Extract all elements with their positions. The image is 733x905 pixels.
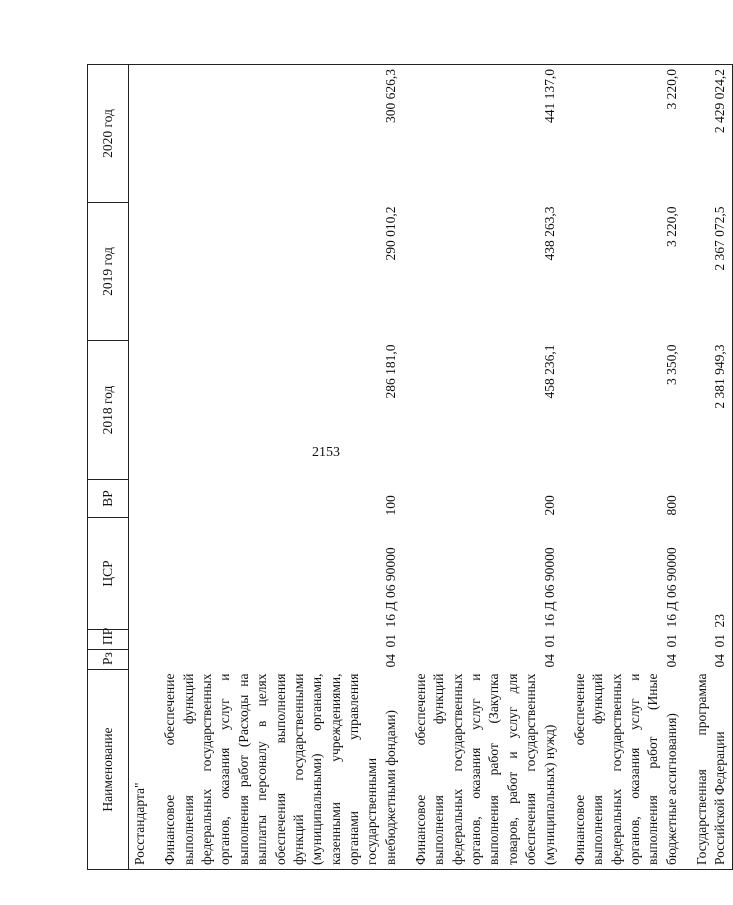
table-row [159,65,402,870]
budget-table [87,64,733,870]
header-vr: ВР [88,480,129,518]
row-name: Росстандарта" [129,670,152,870]
row-rz: 04 [541,654,557,668]
header-pr: ПР [88,630,129,650]
header-2020: 2020 год [88,65,129,203]
row-csr: 16 Д 06 90000 [663,547,679,628]
header-2018: 2018 год [88,341,129,480]
row-2020 [129,65,152,203]
table-row [410,65,561,870]
row-2020: 441 137,0 [410,65,561,203]
header-rz: Рз [88,650,129,670]
row-2018: 458 236,1 [541,344,557,399]
row-csr: 16 Д 06 90000 [382,547,398,628]
row-2019: 438 263,3 [541,206,557,261]
row-name: Государственная программа Российской Федерации [691,670,732,870]
rotated-page-content [87,65,728,870]
row-vr [691,480,732,518]
row-name: Финансовое обеспечение выполнения функций федеральных государственных органов, оказания услуг и выполнения работ (Расходы на выплаты персоналу в целях обеспечения выполнения функций государственными (муниципальными) органами, казенными учреждениями, органами управления государственными внебюджетными фондами) [159,670,402,870]
row-rz: 04 [382,654,398,668]
row-pr: 01 [663,634,679,648]
row-pr [129,630,152,650]
row-2018: 286 181,0 [382,344,398,399]
row-2019: 3 220,0 [663,206,679,247]
row-2020: 2 429 024,2 [691,65,732,203]
row-2020: 300 626,3 [159,65,402,203]
row-2020: 3 220,0 [569,65,683,203]
row-csr [129,518,152,630]
header-csr: ЦСР [88,518,129,630]
row-csr: 16 Д 06 90000 [541,547,557,628]
row-vr: 200 [541,495,557,516]
table-row [691,65,732,870]
row-2019: 290 010,2 [382,206,398,261]
row-vr [129,480,152,518]
row-pr: 01 [382,634,398,648]
row-csr: 23 [691,518,732,630]
table-row [569,65,683,870]
row-rz [129,650,152,670]
row-rz: 04 [663,654,679,668]
row-vr: 800 [663,495,679,516]
row-2018 [129,341,152,480]
row-2019: 2 367 072,5 [691,203,732,341]
row-pr: 01 [541,634,557,648]
row-vr: 100 [382,495,398,516]
row-rz: 04 [691,650,732,670]
row-name: Финансовое обеспечение выполнения функций федеральных государственных органов, оказания услуг и выполнения работ (Иные бюджетные ассигнования) [569,670,683,870]
row-2018: 2 381 949,3 [691,341,732,480]
row-2019 [129,203,152,341]
header-name: Наименование [88,670,129,870]
page-number: 2153 [312,445,340,460]
row-name: Финансовое обеспечение выполнения функций федеральных государственных органов, оказания услуг и выполнения работ (Закупка товаров, работ и услуг для обеспечения государственных (муниципальных) нужд) [410,670,561,870]
row-pr: 01 [691,630,732,650]
table-header-row [88,65,129,870]
table-row [129,65,152,870]
header-2019: 2019 год [88,203,129,341]
row-2018: 3 350,0 [663,344,679,385]
